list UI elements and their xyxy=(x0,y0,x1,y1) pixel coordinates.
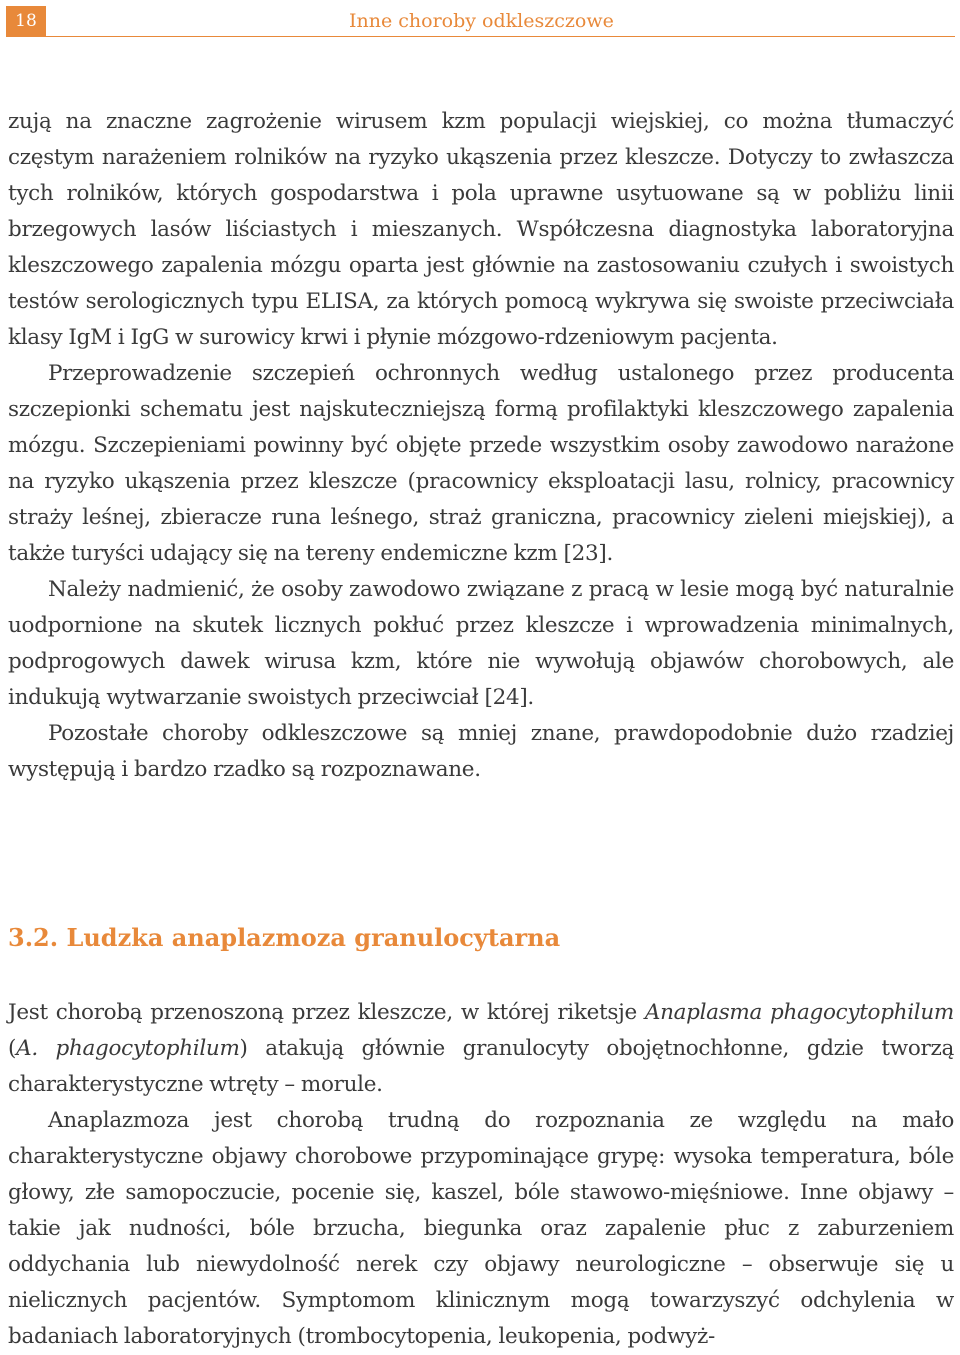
paragraph-other-diseases: Pozostałe choroby odkleszczowe są mniej znane, prawdopodobnie dużo rzadziej występują i bardzo rzadko są rozpoznawane. xyxy=(8,721,954,782)
section-heading: 3.2. Ludzka anaplazmoza granulocytarna xyxy=(8,923,561,952)
species-name-abbrev: A. phagocytophilum xyxy=(16,1036,240,1061)
paragraph-vaccination: Przeprowadzenie szczepień ochronnych według ustalonego przez producenta szczepionki schematu jest najskuteczniejszą formą profilaktyki kleszczowego zapalenia mózgu. Szczepieniami powinny być objęte przede wszystkim osoby zawodowo narażone na ryzyko ukąszenia przez kleszcze (pracownicy eksploatacji lasu, rolnicy, pracownicy straży leśnej, zbieracze runa leśnego, straż graniczna, pracownicy zieleni miejskiej), a także turyści udający się na tereny endemiczne kzm [23]. xyxy=(8,361,954,566)
intro-text-2: ( xyxy=(8,1036,17,1061)
species-name-full: Anaplasma phagocytophilum xyxy=(644,1000,954,1025)
section-body xyxy=(8,995,954,1355)
paragraph-continuation: zują na znaczne zagrożenie wirusem kzm populacji wiejskiej, co można tłumaczyć częstym narażeniem rolników na ryzyko ukąszenia przez kleszcze. Dotyczy to zwłaszcza tych rolników, których gospodarstwa i pola uprawne usytuowane są w pobliżu linii brzegowych lasów liściastych i mieszanych. Współczesna diagnostyka laboratoryjna kleszczowego zapalenia mózgu oparta jest głównie na zastosowaniu czułych i swoistych testów serologicznych typu ELISA, za których pomocą wykrywa się swoiste przeciwciała klasy IgM i IgG w surowicy krwi i płynie mózgowo-rdzeniowym pacjenta. xyxy=(8,109,954,350)
page-header xyxy=(6,6,955,37)
section-intro-paragraph xyxy=(8,995,954,1103)
intro-text-3: ) atakują głównie granulocyty obojętnochłonne, gdzie tworzą charakterystyczne wtręty – morule. xyxy=(8,1036,954,1097)
paragraph-natural-immunity: Należy nadmienić, że osoby zawodowo związane z pracą w lesie mogą być naturalnie uodpornione na skutek licznych pokłuć przez kleszcze i wprowadzenia minimalnych, podprogowych dawek wirusa kzm, które nie wywołują objawów chorobowych, ale indukują wytwarzanie swoistych przeciwciał [24]. xyxy=(8,577,954,710)
paragraph-symptoms: Anaplazmoza jest chorobą trudną do rozpoznania ze względu na mało charakterystyczne objawy chorobowe przypominające grypę: wysoka temperatura, bóle głowy, złe samopoczucie, pocenie się, kaszel, bóle stawowo-mięśniowe. Inne objawy – takie jak nudności, bóle brzucha, biegunka oraz zapalenie płuc z zaburzeniem oddychania lub niewydolność nerek czy objawy neurologiczne – obserwuje się u nielicznych pacjentów. Symptomom klinicznym mogą towarzyszyć odchylenia w badaniach laboratoryjnych (trombocytopenia, leukopenia, podwyż- xyxy=(8,1108,954,1349)
page-number: 18 xyxy=(6,6,46,36)
intro-text-1: Jest chorobą przenoszoną przez kleszcze, w której riketsje xyxy=(8,1000,645,1025)
running-title: Inne choroby odkleszczowe xyxy=(349,10,614,32)
body-text xyxy=(8,104,954,788)
